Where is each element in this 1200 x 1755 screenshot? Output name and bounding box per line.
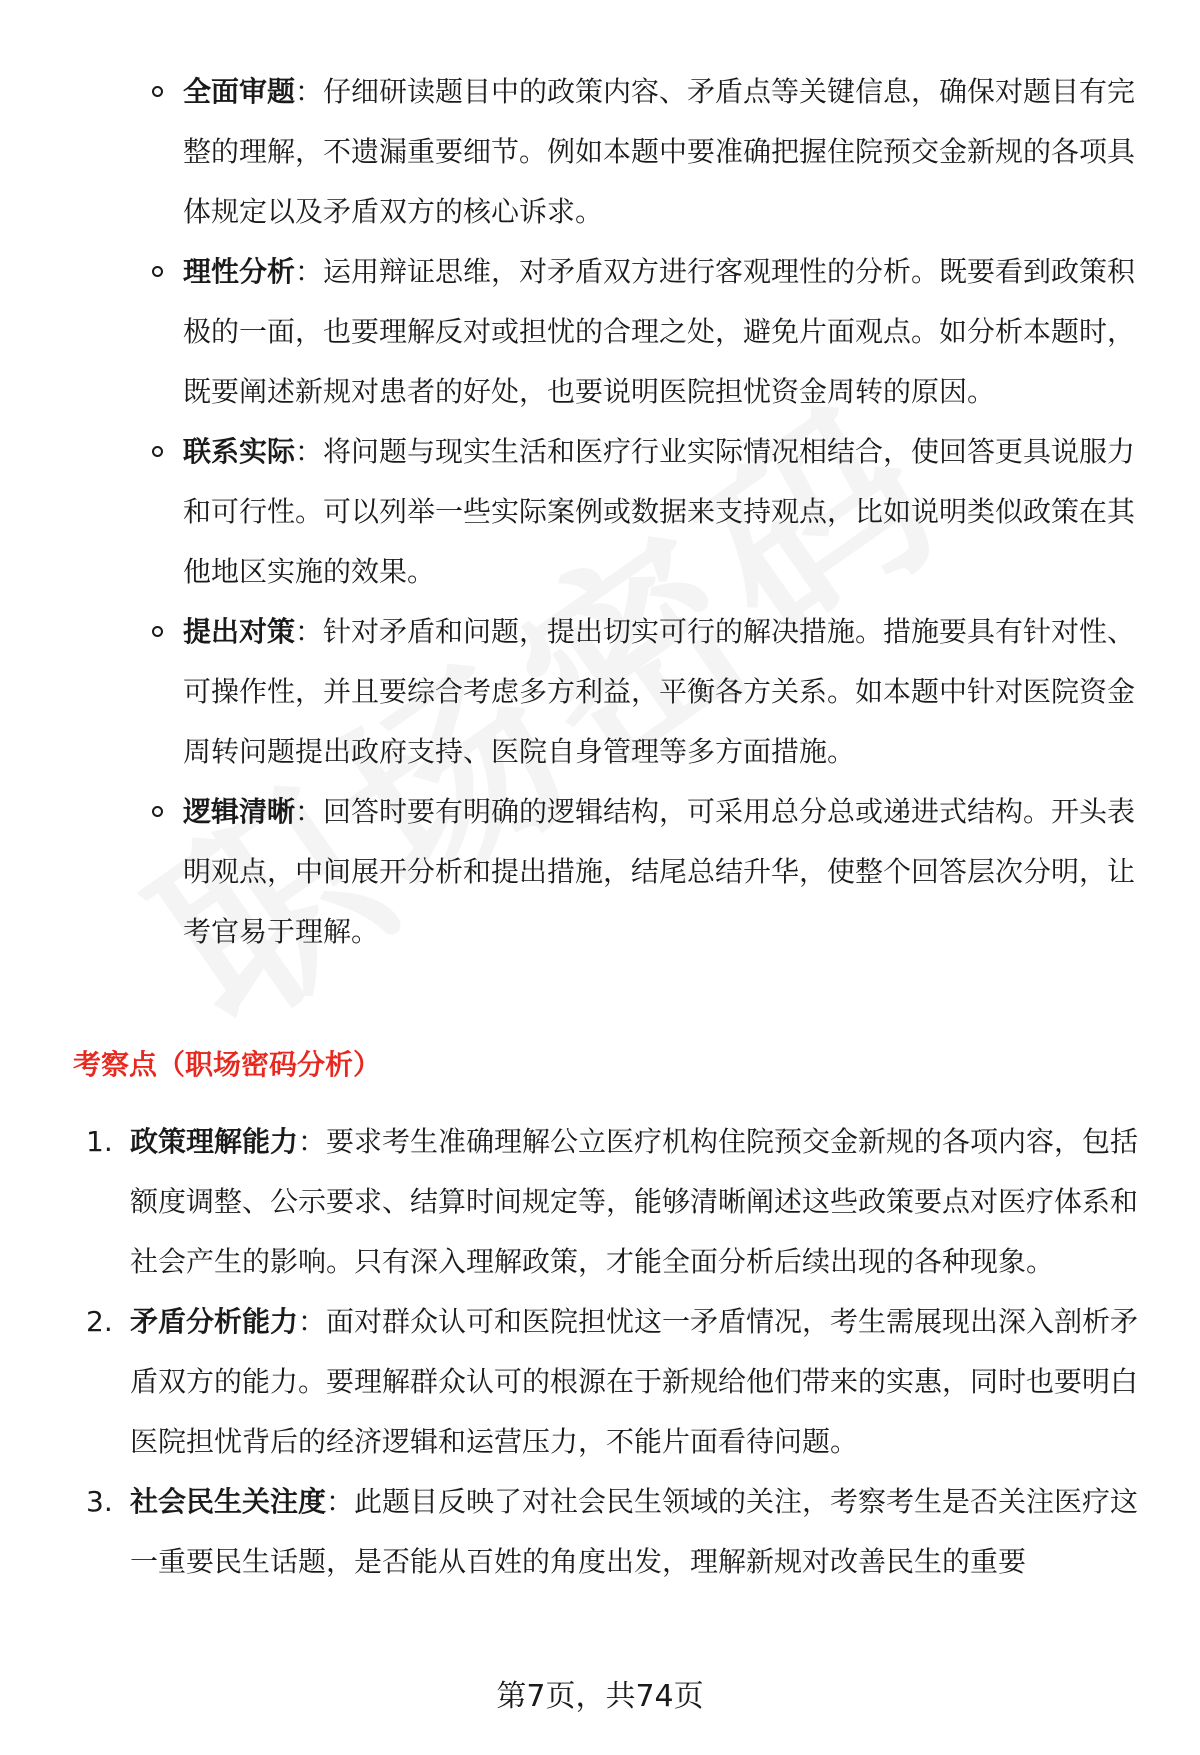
item-term: 政策理解能力 — [130, 1125, 299, 1158]
list-item — [78, 1472, 1148, 1592]
hollow-bullet-icon — [152, 86, 163, 97]
item-term: 联系实际 — [183, 435, 296, 468]
item-term: 社会民生关注度 — [130, 1485, 327, 1518]
hollow-bullet-icon — [152, 626, 163, 637]
item-text: ：运用辩证思维，对矛盾双方进行客观理性的分析。既要看到政策积极的一面，也要理解反对或担忧的合理之处，避免片面观点。如分析本题时，既要阐述新规对患者的好处，也要说明医院担忧资金周转的原因。 — [183, 255, 1136, 408]
points-list — [78, 1112, 1148, 1592]
list-item — [150, 62, 1140, 242]
item-term: 逻辑清晰 — [183, 795, 296, 828]
tips-list — [150, 62, 1140, 962]
list-item — [150, 782, 1140, 962]
list-item — [150, 602, 1140, 782]
list-item — [78, 1292, 1148, 1472]
hollow-bullet-icon — [152, 446, 163, 457]
item-term: 矛盾分析能力 — [130, 1305, 299, 1338]
item-text: ：回答时要有明确的逻辑结构，可采用总分总或递进式结构。开头表明观点，中间展开分析和提出措施，结尾总结升华，使整个回答层次分明，让考官易于理解。 — [183, 795, 1136, 948]
item-text: ：将问题与现实生活和医疗行业实际情况相结合，使回答更具说服力和可行性。可以列举一些实际案例或数据来支持观点，比如说明类似政策在其他地区实施的效果。 — [183, 435, 1136, 588]
page-number: 第7页，共74页 — [496, 1679, 704, 1714]
item-number: 3. — [86, 1485, 113, 1518]
item-text: ：仔细研读题目中的政策内容、矛盾点等关键信息，确保对题目有完整的理解，不遗漏重要细节。例如本题中要准确把握住院预交金新规的各项具体规定以及矛盾双方的核心诉求。 — [183, 75, 1136, 228]
item-text: ：面对群众认可和医院担忧这一矛盾情况，考生需展现出深入剖析矛盾双方的能力。要理解群众认可的根源在于新规给他们带来的实惠，同时也要明白医院担忧背后的经济逻辑和运营压力，不能片面看待问题。 — [130, 1305, 1139, 1458]
item-number: 2. — [86, 1305, 113, 1338]
list-item — [150, 422, 1140, 602]
list-item — [78, 1112, 1148, 1292]
list-item — [150, 242, 1140, 422]
hollow-bullet-icon — [152, 266, 163, 277]
item-term: 理性分析 — [183, 255, 296, 288]
item-term: 全面审题 — [183, 75, 296, 108]
item-text: ：要求考生准确理解公立医疗机构住院预交金新规的各项内容，包括额度调整、公示要求、结算时间规定等，能够清晰阐述这些政策要点对医疗体系和社会产生的影响。只有深入理解政策，才能全面分析后续出现的各种现象。 — [130, 1125, 1139, 1278]
section-heading: 考察点（职场密码分析） — [73, 1048, 382, 1081]
hollow-bullet-icon — [152, 806, 163, 817]
item-number: 1. — [86, 1125, 113, 1158]
item-term: 提出对策 — [183, 615, 296, 648]
item-text: ：此题目反映了对社会民生领域的关注，考察考生是否关注医疗这一重要民生话题，是否能从百姓的角度出发，理解新规对改善民生的重要 — [130, 1485, 1139, 1578]
item-text: ：针对矛盾和问题，提出切实可行的解决措施。措施要具有针对性、可操作性，并且要综合考虑多方利益，平衡各方关系。如本题中针对医院资金周转问题提出政府支持、医院自身管理等多方面措施。 — [183, 615, 1136, 768]
